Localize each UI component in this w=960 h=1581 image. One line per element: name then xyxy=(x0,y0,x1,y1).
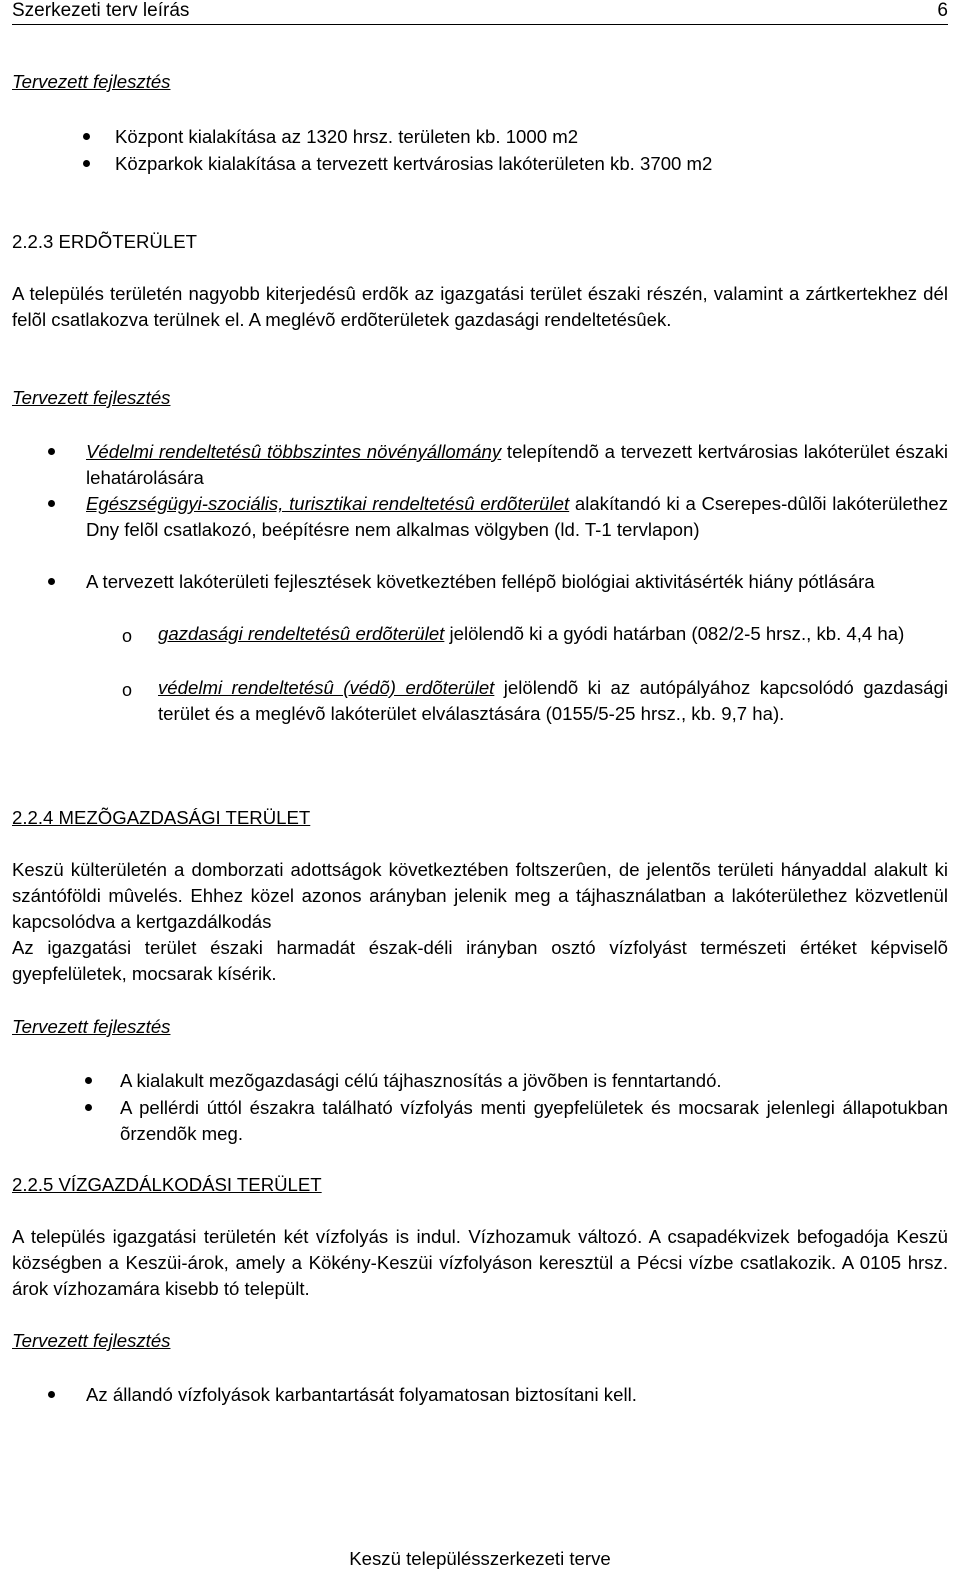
list-item-text: jelölendõ ki a gyódi határban (082/2-5 hrsz., kb. 4,4 ha) xyxy=(444,623,905,644)
paragraph: A település igazgatási területén két vízfolyás is indul. Vízhozamuk változó. A csapadékvizek befogadója Keszü községben a Keszüi-árok, amely a Kökény-Keszüi vízfolyáson keresztül a Pécsi vízbe csatlakozik. A 0105 hrsz. árok vízhozamára kisebb tó települt. xyxy=(12,1226,948,1299)
list-item: Az állandó vízfolyások karbantartását folyamatosan biztosítani kell. xyxy=(86,1384,637,1405)
list-item: A tervezett lakóterületi fejlesztések következtében fellépõ biológiai aktivitásérték hiány pótlására xyxy=(86,571,875,592)
list-item-text: telepítendõ a tervezett kertvárosias lakóterület északi lehatárolására xyxy=(86,441,948,488)
page-number: 6 xyxy=(937,0,948,21)
bullet-dot xyxy=(85,1104,92,1111)
sub-list-item xyxy=(158,621,948,647)
bullet-dot xyxy=(83,133,90,140)
bullet-dot xyxy=(48,1391,55,1398)
list-item xyxy=(86,491,948,543)
dev-label-4: Tervezett fejlesztés xyxy=(12,1330,171,1351)
list-item: A kialakult mezõgazdasági célú tájhasznosítás a jövõben is fenntartandó. xyxy=(120,1070,722,1091)
paragraph: Keszü külterületén a domborzati adottságok következtében foltszerûen, de jelentõs területi hányaddal alakult ki szántóföldi mûvelés. Ehhez közel azonos arányban jelenik meg a tájhasználatban a lakóterülethez közvetlenül kapcsolódva a kertgazdálkodás xyxy=(12,859,948,932)
section-heading-erdo: 2.2.3 ERDÕTERÜLET xyxy=(12,231,197,252)
paragraph: A település területén nagyobb kiterjedésû erdõk az igazgatási terület északi részén, valamint a zártkertekhez dél felõl csatlakozva terülnek el. A meglévõ erdõterületek gazdasági rendeltetésûek. xyxy=(12,283,948,330)
header-title: Szerkezeti terv leírás xyxy=(12,0,190,21)
bullet-dot xyxy=(48,448,55,455)
bullet-dot xyxy=(83,160,90,167)
paragraph: Az igazgatási terület északi harmadát észak-déli irányban osztó vízfolyást természeti értéket képviselõ gyepfelületek, mocsarak kísérik. xyxy=(12,937,948,984)
page-header xyxy=(12,0,948,25)
sub-bullet-marker: o xyxy=(122,680,133,700)
list-item-emphasis: védelmi rendeltetésû (védõ) erdõterület xyxy=(158,677,495,698)
dev-label-1: Tervezett fejlesztés xyxy=(12,71,171,92)
list-item-emphasis: Védelmi rendeltetésû többszintes növényállomány xyxy=(86,441,502,462)
bullet-dot xyxy=(48,500,55,507)
page-footer: Keszü településszerkezeti terve xyxy=(349,1548,611,1569)
dev-label-2: Tervezett fejlesztés xyxy=(12,387,171,408)
bullet-dot xyxy=(85,1077,92,1084)
dev-label-3: Tervezett fejlesztés xyxy=(12,1016,171,1037)
section-heading-vizgazdalkodasi: 2.2.5 VÍZGAZDÁLKODÁSI TERÜLET xyxy=(12,1174,322,1195)
bullet-dot xyxy=(48,578,55,585)
list-item-emphasis: gazdasági rendeltetésû erdõterület xyxy=(158,623,445,644)
section-heading-mezogazdasagi: 2.2.4 MEZÕGAZDASÁGI TERÜLET xyxy=(12,807,311,828)
list-item-text: jelölendõ ki az autópályához kapcsolódó gazdasági terület és a meglévõ lakóterület elválasztására (0155/5-25 hrsz., kb. 9,7 ha). xyxy=(158,677,948,724)
list-item: Közparkok kialakítása a tervezett kertvárosias lakóterületen kb. 3700 m2 xyxy=(115,153,713,174)
sub-bullet-marker: o xyxy=(122,626,133,646)
list-item-text: alakítandó ki a Cserepes-dûlõi lakóterülethez Dny felõl csatlakozó, beépítésre nem alkalmas völgyben (ld. T-1 tervlapon) xyxy=(86,493,948,540)
list-item xyxy=(86,439,948,491)
list-item-emphasis: Egészségügyi-szociális, turisztikai rendeltetésû erdõterület xyxy=(86,493,570,514)
list-item: A pellérdi úttól északra található vízfolyás menti gyepfelületek és mocsarak jelenlegi állapotukban õrzendõk meg. xyxy=(120,1097,948,1144)
sub-list-item xyxy=(158,675,948,727)
list-item: Központ kialakítása az 1320 hrsz. területen kb. 1000 m2 xyxy=(115,126,579,147)
